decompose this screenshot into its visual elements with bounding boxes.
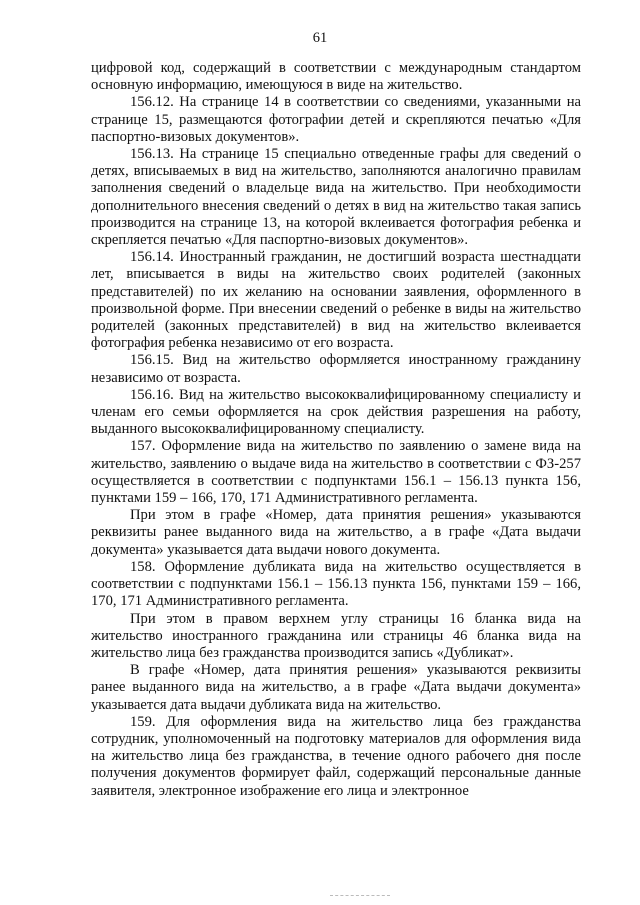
paragraph-158: 158. Оформление дубликата вида на жительство осуществляется в соответствии с подпунктами 156.1 – 156.13 пункта 156, пунктами 159 – 166, 170, 171 Административного регламента.	[91, 558, 581, 610]
footer-rule	[330, 895, 390, 896]
paragraph-156-15: 156.15. Вид на жительство оформляется иностранному гражданину независимо от возраста.	[91, 352, 581, 386]
paragraph-continuation: цифровой код, содержащий в соответствии с международным стандартом основную информацию, имеющуюся в виде на жительство.	[91, 60, 581, 94]
paragraph-159: 159. Для оформления вида на жительство лица без гражданства сотрудник, уполномоченный на подготовку материалов для оформления вида на жительство лица без гражданства, в течение одного рабочего дня после получения документов формирует файл, содержащий персональные данные заявителя, электронное изображение его лица и электронное	[91, 713, 581, 799]
paragraph-156-13: 156.13. На странице 15 специально отведенные графы для сведений о детях, вписываемых в вид на жительство, заполняются аналогично правилам заполнения сведений о владельце вида на жительство. При необходимости дополнительного внесения сведений о детях в вид на жительство такая запись производится на странице 13, на которой вклеивается фотография ребенка и скрепляется печатью «Для паспортно-визовых документов».	[91, 146, 581, 249]
paragraph-157: 157. Оформление вида на жительство по заявлению о замене вида на жительство, заявлению о выдаче вида на жительство в соответствии с ФЗ-257 осуществляется в соответствии с подпунктами 156.1 – 156.13 пункта 156, пунктами 159 – 166, 170, 171 Административного регламента.	[91, 438, 581, 507]
paragraph-156-16: 156.16. Вид на жительство высококвалифицированному специалисту и членам его семьи оформляется на срок действия разрешения на работу, выданного высококвалифицированному специалисту.	[91, 386, 581, 438]
paragraph-158-note: При этом в правом верхнем углу страницы 16 бланка вида на жительство иностранного гражданина или страницы 46 бланка вида на жительство лица без гражданства производится запись «Дубликат».	[91, 610, 581, 661]
paragraph-157-note: При этом в графе «Номер, дата принятия решения» указываются реквизиты ранее выданного вида на жительство, а в графе «Дата выдачи документа» указывается дата выдачи нового документа.	[91, 507, 581, 558]
paragraph-156-14: 156.14. Иностранный гражданин, не достигший возраста шестнадцати лет, вписывается в виды на жительство своих родителей (законных представителей) по их желанию на основании заявления, оформленного в произвольной форме. При внесении сведений о ребенке в виды на жительство родителей (законных представителей) в вид на жительство вклеивается фотография ребенка независимо от его возраста.	[91, 249, 581, 352]
paragraph-158-details: В графе «Номер, дата принятия решения» указываются реквизиты ранее выданного вида на жительство, а в графе «Дата выдачи документа» указывается дата выдачи дубликата вида на жительство.	[91, 662, 581, 713]
paragraph-156-12: 156.12. На странице 14 в соответствии со сведениями, указанными на странице 15, размещаются фотографии детей и скрепляются печатью «Для паспортно-визовых документов».	[91, 94, 581, 145]
page-number: 61	[312, 30, 328, 46]
document-body	[91, 60, 581, 800]
